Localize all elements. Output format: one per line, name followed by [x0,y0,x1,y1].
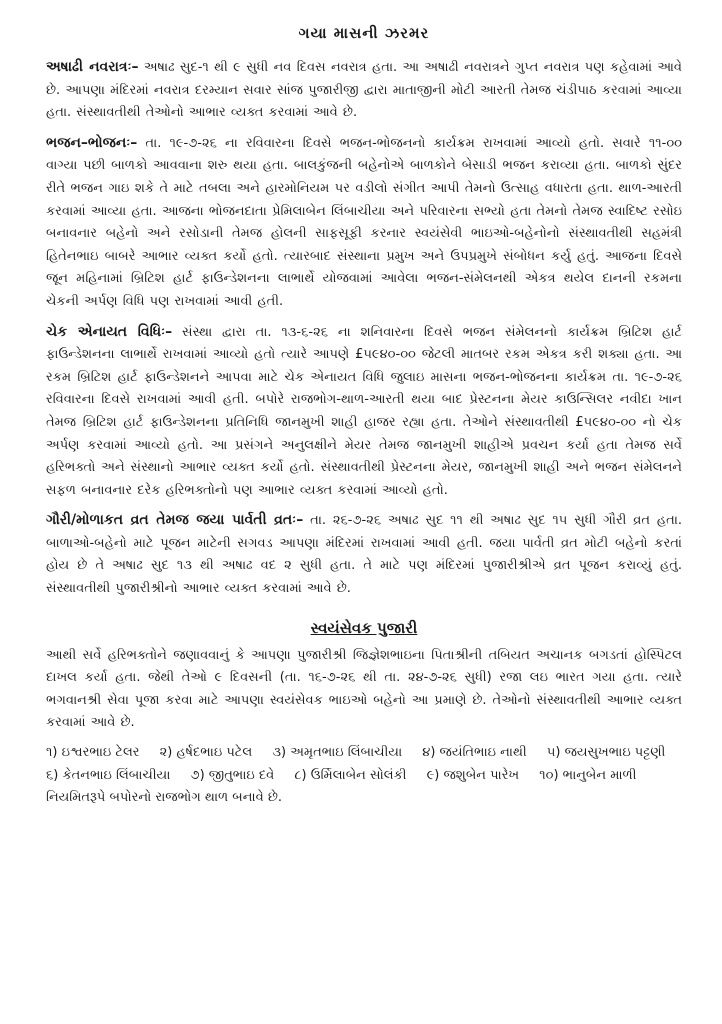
section-body: તા. ૨૬-૭-૨૬ અષાઢ સુદ ૧૧ થી અષાઢ સુદ ૧૫ સુધી ગૌરી વ્રત હતા. બાળાઓ-બહેનો માટે પૂજન માટેની સગવડ આપણા મંદિરમાં રાખવામાં આવી હતી. જયા પાર્વતી વ્રત મોટી બહેનો કરતાં હોય છે તે અષાઢ સુદ ૧૩ થી અષાઢ વદ ૨ સુધી હતા. તે માટે પણ મંદિરમાં પુજારીશ્રીએ વ્રત પૂજન કરાવ્યું હતું. સંસ્થાવતીથી પુજારીશ્રીનો આભાર વ્યક્ત કરવામાં આવે છે. [46,513,683,597]
list-item: ૨) હર્ષદભાઇ પટેલ [159,745,253,761]
list-item: ૧) ઇશ્વરભાઇ ટેલર [46,745,140,761]
volunteer-heading: સ્વયંસેવક પુજારી [310,618,418,637]
section-cheque-ceremony [46,321,682,503]
volunteer-list [46,742,682,810]
section-body: તા. ૧૯-૭-૨૬ ના રવિવારના દિવસે ભજન-ભોજનનો કાર્યક્રમ રાખવામાં આવ્યો હતો. સવારે ૧૧-૦૦ વાગ્યા પછી બાળકો આવવાના શરુ થયા હતા. બાલકુંજની બહેનોએ બાળકોને બેસાડી ભજન કરાવ્યા હતા. બાળકો સુંદર રીતે ભજન ગાઇ શકે તે માટે તબલા અને હારમોનિયમ પર વડીલો સંગીત આપી તેમનો ઉત્સાહ વધારતા હતા. થાળ-આરતી કરવામાં આવ્યા હતા. આજના ભોજનદાતા પ્રેમિલાબેન લિંબાચીયા અને પરિવારના સભ્યો હતા તેમનો તેમજ સ્વાદિષ્ટ રસોઇ બનાવનાર બહેનો અને રસોડાની તેમજ હોલની સાફસૂફી કરનાર સ્વયંસેવી ભાઇઓ-બહેનોનો સંસ્થાવતીથી સહમંત્રી હિતેનભાઇ બાબરે આભાર વ્યક્ત કર્યો હતો. ત્યારબાદ સંસ્થાના પ્રમુખ અને ઉપપ્રમુખે સંબોધન કર્યુ હતું. આજના દિવસે જૂન મહિનામાં બ્રિટિશ હાર્ટ ફાઉન્ડેશનના લાભાર્થે યોજવામાં આવેલા ભજન-સંમેલનથી એકત્ર થયેલ દાનની રકમના ચેકની અર્પણ વિધિ પણ રાખવામાં આવી હતી. [46,135,683,309]
list-item: ૩) અમૃતભાઇ લિંબાચીયા [272,745,403,761]
list-item: ૬) કેતનભાઇ લિંબાચીયા [46,767,171,783]
section-heading: અષાઢી નવરાત્રઃ– [46,59,139,75]
section-bhajan-bhojan [46,132,682,314]
list-item: ૯) જશુબેન પારેખ [426,767,520,783]
section-body: સંસ્થા દ્વારા તા. ૧૩-૬-૨૬ ના શનિવારના દિવસે ભજન સંમેલનનો કાર્યક્રમ બ્રિટિશ હાર્ટ ફાઉન્ડેશનના લાભાર્થે રાખવામાં આવ્યો હતો ત્યારે આપણે £૫૯૪૦-૦૦ જેટલી માતબર રકમ એકત્ર કરી શક્યા હતા. આ રકમ બ્રિટિશ હાર્ટ ફાઉન્ડેશનને આપવા માટે ચેક એનાયત વિધિ જુલાઇ માસના ભજન-ભોજનના કાર્યક્રમ તા. ૧૯-૭-૨૬ રવિવારના દિવસે રાખવામાં આવી હતી. બપોરે રાજભોગ-થાળ-આરતી થયા બાદ પ્રેસ્ટનના મેયર કાઉન્સિલર નવીદા ખાન તેમજ બ્રિટિશ હાર્ટ ફાઉન્ડેશનના પ્રતિનિધિ જાનમુખી શાહી હાજર રહ્યા હતા. તેઓને સંસ્થાવતીથી £૫૯૪૦-૦૦ નો ચેક અર્પણ કરવામાં આવ્યો હતો. આ પ્રસંગને અનુલક્ષીને મેયર તેમજ જાનમુખી શાહીએ પ્રવચન કર્યા હતા તેમજ સર્વે હરિભક્તો અને સંસ્થાનો આભાર વ્યક્ત કર્યો હતો. સંસ્થાવતીથી પ્રેસ્ટનના મેયર, જાનમુખી શાહી અને ભજન સંમેલનને સફળ બનાવનાર દરેક હરિભક્તોનો પણ આભાર વ્યક્ત કરવામાં આવ્યો હતો. [46,324,682,498]
list-item: ૪) જયંતિભાઇ નાથી [422,745,527,761]
volunteer-body: આથી સર્વે હરિભક્તોને જણાવવાનું કે આપણા પુજારીશ્રી જિજ્ઞેશભાઇના પિતાશ્રીની તબિયત અચાનક બગડતાં હોસ્પિટલ દાખલ કર્યા હતા. જેથી તેઓ ૯ દિવસની (તા. ૧૬-૭-૨૬ થી તા. ૨૪-૭-૨૬ સુધી) રજા લઇ ભારત ગયા હતા. ત્યારે ભગવાનશ્રી સેવા પૂજા કરવા માટે આપણા સ્વયંસેવક ભાઇઓ બહેનો આ પ્રમાણે છે. તેઓનો સંસ્થાવતીથી આભાર વ્યક્ત કરવામાં આવે છે. [46,647,682,731]
newsletter-page [46,24,682,810]
list-item: ૫) જયસુખભાઇ પટ્ટણી [546,745,666,761]
section-heading: ગૌરી/મોળાકત વ્રત તેમજ જયા પાર્વતી વ્રતઃ– [46,512,304,529]
page-title: ગયા માસની ઝરમર [298,24,430,42]
section-heading: ચેક એનાયત વિધિઃ– [46,323,173,340]
list-item: ૭) જીતુભાઇ દવે [190,767,275,783]
section-gauri-vrat [46,509,682,600]
section-ashadhi-navratra [46,56,682,125]
section-body: અષાઢ સુદ-૧ થી ૯ સુધી નવ દિવસ નવરાત્ર હતા. આ અષાઢી નવરાત્રને ગુપ્ત નવરાત્ર પણ કહેવામાં આવે છે. આપણા મંદિરમાં નવરાત્ર દરમ્યાન સવાર સાંજ પુજારીજી દ્વારા માતાજીની મોટી આરતી તેમજ ચંડીપાઠ કરવામાં આવ્યા હતા. સંસ્થાવતીથી તેઓનો આભાર વ્યક્ત કરવામાં આવે છે. [46,60,682,121]
list-item: ૧૦) ભાનુબેન માળી નિયમિતરૂપે બપોરનો રાજભોગ થાળ બનાવે છે. [46,767,637,806]
list-item: ૮) ઉર્મિલાબેન સોલંકી [294,767,407,783]
section-heading: ભજન–ભોજનઃ– [46,134,138,151]
